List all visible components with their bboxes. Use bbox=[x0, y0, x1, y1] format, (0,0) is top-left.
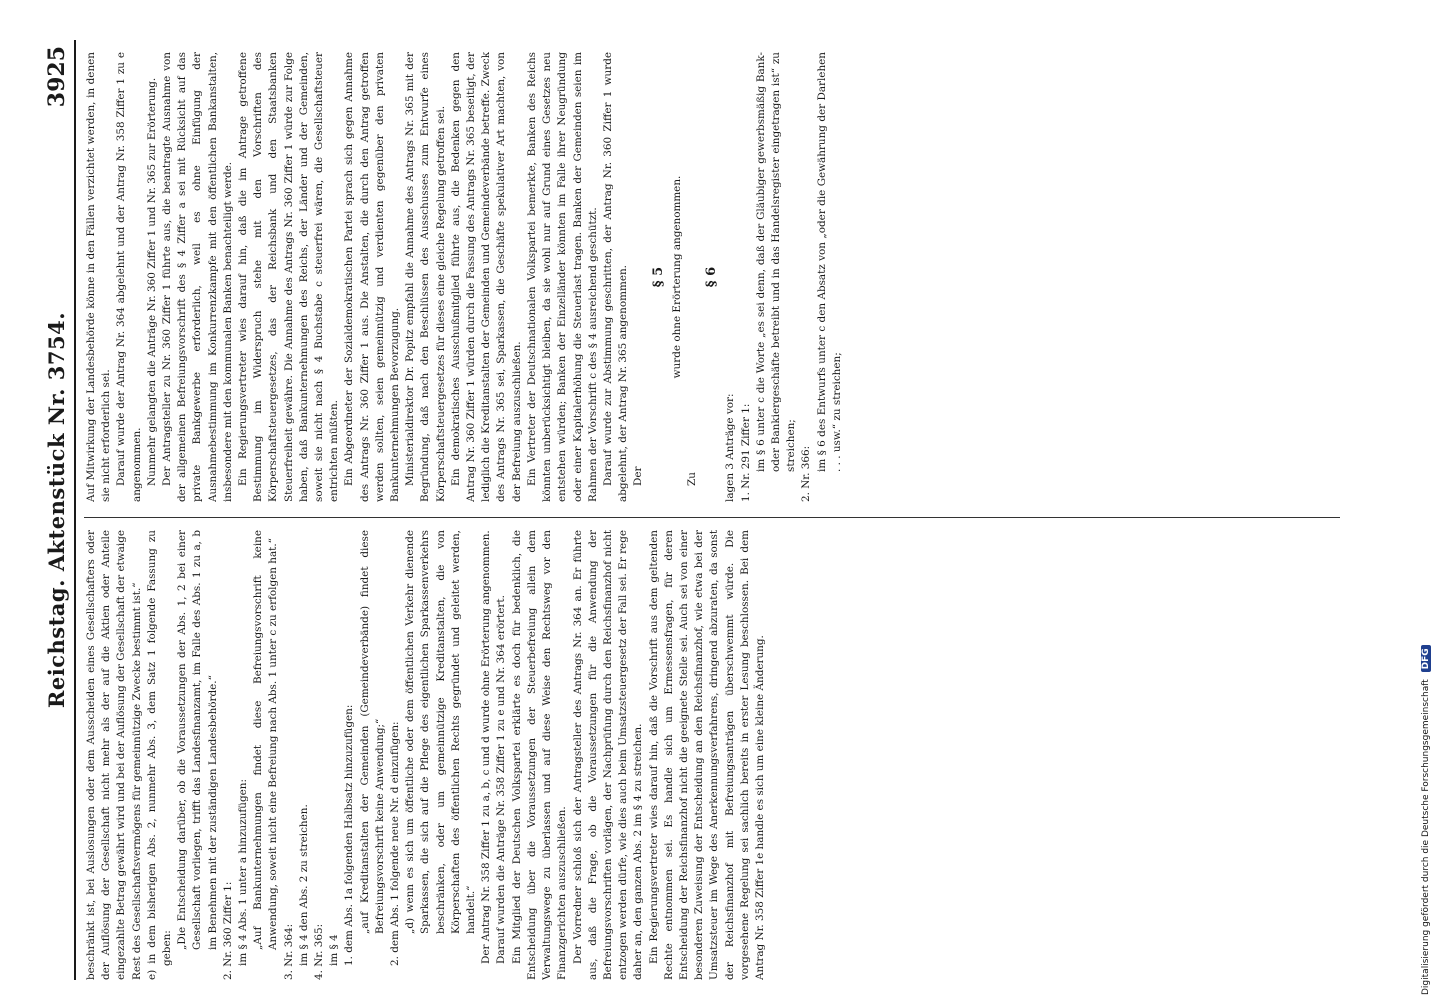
quote-paragraph: „Die Entscheidung darüber, ob die Voraussetzungen der Abs. 1, 2 bei einer Gesellschaft vorliegen, trifft das Landesfinanzamt, im Falle des Abs. 1 zu a, b im Benehmen mit der zuständigen Landesbehörde.“ bbox=[176, 530, 219, 950]
paragraph: Ein demokratisches Ausschußmitglied führte aus, die Bedenken gegen den Antrag Nr. 360 Ziffer 1 würden durch die Fassung des Antrags Nr. 365 beseitigt, der lediglich die Kreditanstalten der Gemeinden und Gemeindeverbände betreffe. Zweck des Antrags Nr. 365 sei, Sparkassen, die Geschäfte spekulativer Art machten, von der Befreiung auszuschließen. bbox=[449, 52, 523, 502]
paragraph: Ein Mitglied der Deutschen Volkspartei erklärte es doch für bedenklich, die Entscheidung über die Voraussetzungen der Steuerbefreiung allein dem Verwaltungswege zu überlassen und auf diese Weise den Rechtsweg vor den Finanzgerichten auszuschließen. bbox=[510, 530, 569, 980]
paragraph: Darauf wurde zur Abstimmung geschritten, der Antrag Nr. 360 Ziffer 1 wurde abgelehnt, der Antrag Nr. 365 angenommen. bbox=[601, 52, 630, 502]
paragraph: wurde ohne Erörterung angenommen. bbox=[670, 175, 683, 379]
paragraph: Der bbox=[632, 466, 645, 486]
paragraph: beschränkt ist, bei Auslosungen oder dem Ausscheiden eines Gesellschafters oder der Auflösung der Gesellschaft nicht mehr als der auf die Aktien oder Anteile eingezahlte Betrag gewährt wird und bei der Auflösung der Gesellschaft der etwaige Rest des Gesellschaftsvermögens für gemeinnützige Zwecke bestimmt ist.“ bbox=[85, 530, 143, 980]
quote-paragraph: „auf Kreditanstalten der Gemeinden (Gemeindeverbände) findet diese Befreiungsvorschrift keine Anwendung;“ bbox=[358, 530, 386, 934]
list-item: 2. Nr. 366: bbox=[800, 445, 813, 502]
paragraph: Der Vorredner schloß sich der Antragsteller des Antrags Nr. 364 an. Er führte aus, daß die Frage, ob die Voraussetzungen für die Anwendung der Befreiungsvorschriften vorlägen, der Nachprüfung durch den Reichsfinanzhof nicht entzogen werden dürfe, wie dies auch beim Umsatzsteuergesetz der Fall sei. Er rege daher an, den ganzen Abs. 2 im § 4 zu streichen. bbox=[571, 530, 645, 980]
list-item: 1. dem Abs. 1a folgenden Halbsatz hinzuzufügen: bbox=[343, 704, 356, 966]
list-item: 3. Nr. 364: bbox=[282, 923, 295, 980]
right-column bbox=[84, 52, 1340, 502]
paragraph: Der Antrag Nr. 358 Ziffer 1 zu a, b, c und d wurde ohne Erörterung angenommen. bbox=[480, 530, 493, 964]
paragraph: Zu bbox=[685, 472, 698, 486]
list-item: 2. dem Abs. 1 folgende neue Nr. d einzufügen: bbox=[389, 721, 402, 966]
quote-paragraph: im § 6 unter c die Worte „es sei denn, daß der Gläubiger gewerbsmäßig Bank- oder Bankiergeschäfte betreibt und in das Handelsregister eingetragen ist“ zu streichen; bbox=[754, 52, 798, 472]
paragraph: Ein Vertreter der Deutschnationalen Volkspartei bemerkte, Banken des Reichs könnten unberücksichtigt bleiben, da sie wohl nur auf Grund eines Gesetzes neu entstehen würden; Banken der Einzelländer könnten im Falle ihrer Neugründung oder einer Kapitalerhöhung die Steuerlast tragen. Banken der Gemeinden seien im Rahmen der Vorschrift c des § 4 ausreichend geschützt. bbox=[525, 52, 599, 502]
dfg-logo: DFG bbox=[1421, 645, 1431, 672]
paragraph: Darauf wurde der Antrag Nr. 364 abgelehnt und der Antrag Nr. 358 Ziffer 1 zu e angenommen. bbox=[115, 52, 143, 502]
quote-paragraph: „d) wenn es sich um öffentliche oder dem öffentlichen Verkehr dienende Sparkassen, die sich auf die Pflege des eigentlichen Sparkassenverkehrs beschränken, oder um gemeinnützige Kreditanstalten, die von Körperschaften des öffentlichen Rechts gegründet und geleitet werden, handelt.“ bbox=[404, 530, 478, 934]
paragraph: Ein Abgeordneter der Sozialdemokratischen Partei sprach sich gegen Annahme des Antrags Nr. 360 Ziffer 1 aus. Die Anstalten, die durch den Antrag getroffen werden sollten, seien gemeinnützig und verdienten gegenüber den privaten Bankunternehmungen Bevorzugung. bbox=[343, 52, 402, 502]
paragraph: Auf Mitwirkung der Landesbehörde könne in den Fällen verzichtet werden, in denen sie nicht erforderlich sei. bbox=[85, 52, 113, 502]
section-heading: § 5 bbox=[650, 266, 666, 288]
text-columns bbox=[84, 40, 1340, 980]
paragraph: Ein Regierungsvertreter wies darauf hin, daß die im Antrage getroffene Bestimmung im Widerspruch stehe mit den Vorschriften des Körperschaftsteuergesetzes, das der Reichsbank und den Staatsbanken Steuerfreiheit gewähre. Die Annahme des Antrags Nr. 360 Ziffer 1 würde zur Folge haben, daß Bankunternehmungen des Reichs, der Länder und der Gemeinden, soweit sie nicht nach § 4 Buchstabe c steuerfrei wären, die Gesellschaftsteuer entrichten müßten. bbox=[237, 52, 341, 502]
page-header bbox=[40, 40, 76, 980]
list-item: im § 4 den Abs. 2 zu streichen. bbox=[297, 804, 310, 966]
paragraph: Nunmehr gelangten die Anträge Nr. 360 Ziffer 1 und Nr. 365 zur Erörterung. bbox=[145, 77, 158, 486]
list-item: im § 4 bbox=[328, 934, 341, 966]
paragraph: lagen 3 Anträge vor: bbox=[724, 393, 737, 502]
section-heading: § 6 bbox=[704, 266, 720, 288]
paragraph: Darauf wurden die Anträge Nr. 358 Ziffer 1 zu e und Nr. 364 erörtert. bbox=[495, 595, 508, 964]
list-item: 2. Nr. 360 Ziffer 1: bbox=[221, 881, 234, 980]
page-title: Reichstag. Aktenstück Nr. 3754. bbox=[44, 311, 69, 709]
paragraph: Ministerialdirektor Dr. Popitz empfahl die Annahme des Antrags Nr. 365 mit der Begründung, daß nach den Beschlüssen des Ausschusses zum Entwurfe eines Körperschaftsteuergesetzes für dieses eine gleiche Regelung getroffen sei. bbox=[404, 52, 447, 502]
quote-paragraph: im § 6 des Entwurfs unter c den Absatz von „oder die Gewährung der Darlehen . . . usw.“ zu streichen; bbox=[815, 52, 843, 472]
rotated-page bbox=[40, 40, 1340, 980]
paragraph: Der Antragsteller zu Nr. 360 Ziffer 1 führte aus, die beantragte Ausnahme von der allgemeinen Befreiungsvorschrift des § 4 Ziffer a sei mit Rücksicht auf das private Bankgewerbe erforderlich, weil es ohne Einfügung der Ausnahmebestimmung im Konkurrenzkampfe mit den öffentlichen Bankanstalten, insbesondere mit den kommunalen Banken benachteiligt werde. bbox=[161, 52, 234, 502]
page-number: 3925 bbox=[44, 46, 70, 108]
list-item: 1. Nr. 291 Ziffer 1: bbox=[739, 403, 752, 502]
list-item: im § 4 Abs. 1 unter a hinzuzufügen: bbox=[237, 779, 250, 966]
notice-text: Digitalisierung gefördert durch die Deutsche Forschungsgemeinschaft bbox=[1421, 679, 1431, 995]
list-item: 4. Nr. 365: bbox=[313, 923, 326, 980]
quote-paragraph: „Auf Bankunternehmungen findet diese Befreiungsvorschrift keine Anwendung, soweit nicht eine Befreiung nach Abs. 1 unter c zu erfolgen hat.“ bbox=[252, 530, 280, 950]
list-item: e) in dem bisherigen Abs. 2, nunmehr Abs. 3, dem Satz 1 folgende Fassung zu geben: bbox=[145, 530, 174, 980]
digitization-notice bbox=[1421, 645, 1431, 995]
paragraph: Ein Regierungsvertreter wies darauf hin, daß die Vorschrift aus dem geltenden Rechte entnommen sei. Es handle sich um Ermessensfragen, für deren Entscheidung der Reichsfinanzhof nicht die geeignete Stelle sei. Auch sei von einer besonderen Zuweisung der Entscheidung an den Reichsfinanzhof, wie etwa bei der Umsatzsteuer im Wege des Anerkennungsverfahrens, dringend abzuraten, da sonst der Reichsfinanzhof mit Befreiungsanträgen überschwemmt würde. Die vorgesehene Regelung sei sachlich bereits in erster Lesung beschlossen. Bei dem Antrag Nr. 358 Ziffer 1e handle es sich um eine kleine Änderung. bbox=[647, 530, 766, 980]
left-column bbox=[84, 530, 1340, 980]
column-divider bbox=[84, 517, 1340, 518]
